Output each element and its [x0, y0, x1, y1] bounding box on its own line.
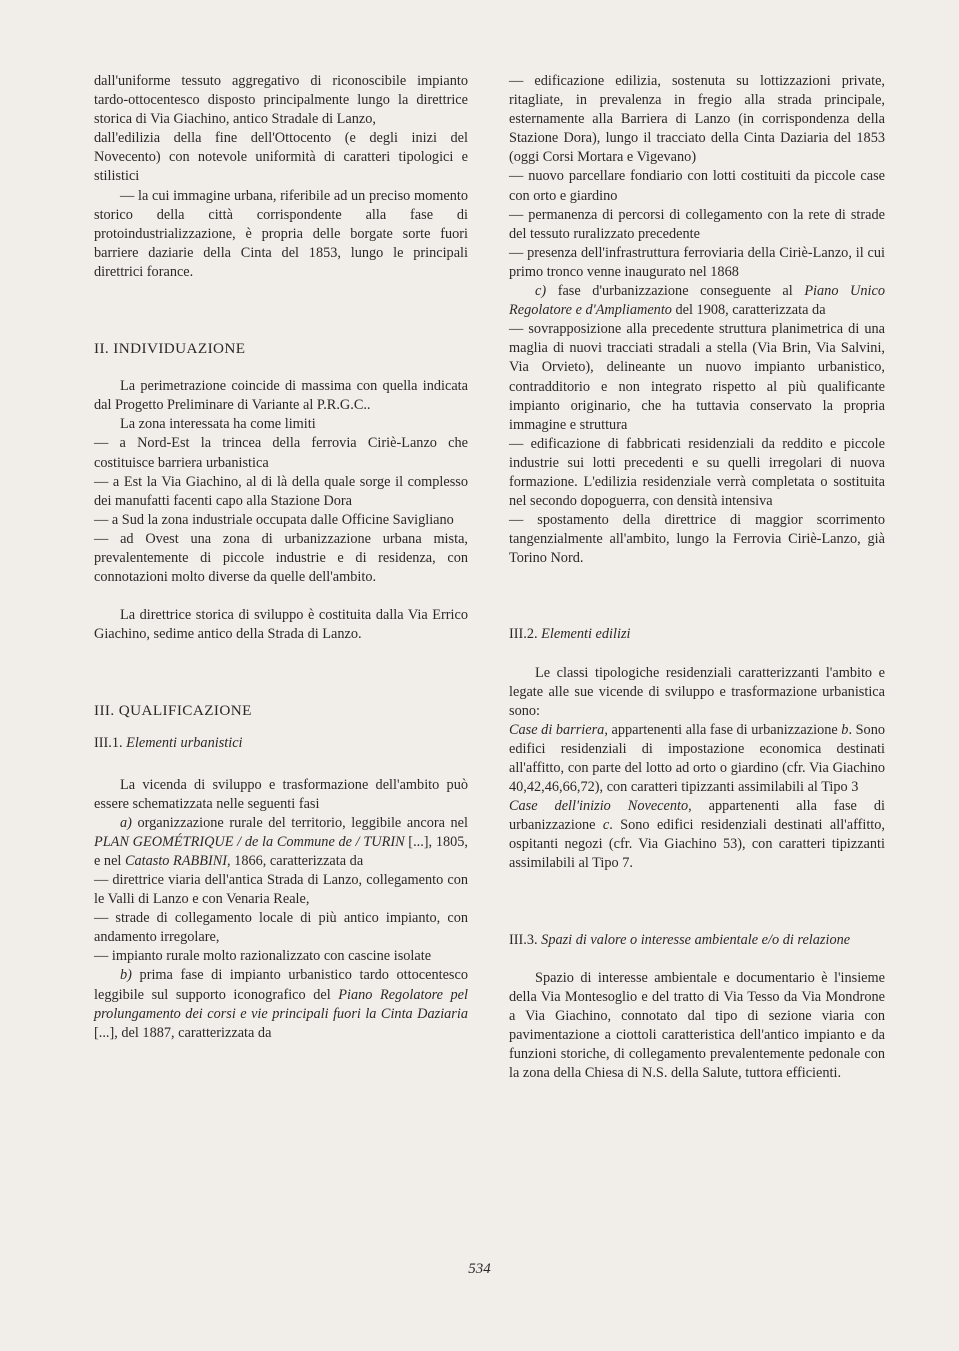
- text-run: . Sono edifici residenziali di impostazione economica destinati all'affitto, con parte del lotto ad orto o giardino (cfr. Via Giachino 40,42,46,66,72), con caratteri tipizzanti assimilabili al Tipo 3: [509, 721, 885, 796]
- page-number: 534: [468, 1261, 491, 1277]
- phase-letter: a): [120, 814, 132, 831]
- list-item: — strade di collegamento locale di più antico impianto, con andamento irregolare,: [94, 910, 468, 946]
- paragraph-phase-a: [94, 814, 468, 871]
- plan-geometrique-title: PLAN GEOMÉTRIQUE / de la Commune de / TURIN: [94, 833, 405, 850]
- paragraph: Spazio di interesse ambientale e documentario è l'insieme della Via Montesoglio e del tratto di Via Tesso da Via Mondrone a Via Giachino, connotato dal tipo di sezione viaria con pavimentazione a ciottoli caratteristica dell'antico impianto e da funzioni storiche, di collegamento prevalentemente pedonale con la zona della Chiesa di N.S. della Salute, tuttora efficienti.: [509, 969, 885, 1082]
- paragraph: La zona interessata ha come limiti: [120, 416, 316, 433]
- subsection-heading-urbanistici: [94, 734, 468, 753]
- list-item: — presenza dell'infrastruttura ferroviaria della Ciriè-Lanzo, il cui primo tronco venne inaugurato nel 1868: [509, 244, 885, 280]
- left-column: [94, 72, 468, 1043]
- subsection-heading-edilizi: [509, 625, 885, 644]
- phase-letter: b): [120, 967, 132, 984]
- text-run: [...], del 1887, caratterizzata da: [94, 1024, 272, 1041]
- text-run: , 1866, caratterizzata da: [227, 852, 364, 869]
- paragraph: La direttrice storica di sviluppo è costituita dalla Via Errico Giachino, sedime antico della Strada di Lanzo.: [94, 607, 468, 643]
- piano-regolatore-title: Piano Regolatore pel prolungamento dei corsi e vie principali fuori la Cinta Daziaria: [94, 986, 468, 1022]
- text-run: . Sono edifici residenziali destinati all'affitto, ospitanti negozi (cfr. Via Giachino 53), con caratteri tipizzanti assimilabili al Tipo 7.: [509, 817, 885, 872]
- text-run: [...], 1805, e nel: [94, 833, 468, 869]
- list-item: — nuovo parcellare fondiario con lotti costituiti da piccole case con orto e giardino: [509, 168, 885, 204]
- paragraph-phase-b: [94, 966, 468, 1042]
- text-run: organizzazione rurale del territorio, leggibile ancora nel: [131, 814, 468, 831]
- paragraph: — la cui immagine urbana, riferibile ad un preciso momento storico della città corrispondente alla fase di protoindustrializzazione, è propria delle borgate sorte fuori barriere daziarie della Cinta del 1853, lungo le principali direttrici forance.: [94, 187, 468, 280]
- text-run: prima fase di impianto urbanistico tardo ottocentesco leggibile sul supporto iconografico del: [94, 967, 468, 1003]
- list-item: — a Nord-Est la trincea della ferrovia Ciriè-Lanzo che costituisce barriera urbanistica: [94, 435, 468, 471]
- list-item: — a Sud la zona industriale occupata dalle Officine Savigliano: [94, 511, 454, 528]
- list-item: — a Est la Via Giachino, al di là della quale sorge il complesso dei manufatti facenti capo alla Stazione Dora: [94, 473, 468, 509]
- list-item: — permanenza di percorsi di collegamento con la rete di strade del tessuto ruralizzato precedente: [509, 206, 885, 242]
- subsection-title: Elementi urbanistici: [126, 735, 243, 752]
- section-heading-individuazione: II. INDIVIDUAZIONE: [94, 340, 246, 358]
- list-item: — ad Ovest una zona di urbanizzazione urbana mista, prevalentemente di piccole industrie e di residenza, con connotazioni molto diverse da quelle dell'ambito.: [94, 530, 468, 586]
- right-column: [509, 72, 885, 1083]
- paragraph: dall'uniforme tessuto aggregativo di riconoscibile impianto tardo-ottocentesco disposto principalmente lungo la direttrice storica di Via Giachino, antico Stradale di Lanzo,: [94, 73, 468, 128]
- text-run: , appartenenti alla fase di urbanizzazione: [509, 798, 885, 834]
- paragraph: dall'edilizia della fine dell'Ottocento (e degli inizi del Novecento) con notevole uniformità di caratteri tipologici e stilistici: [94, 130, 468, 185]
- text-run: del 1908, caratterizzata da: [671, 302, 826, 319]
- paragraph-phase-c: [509, 282, 885, 320]
- phase-letter: c): [535, 283, 547, 300]
- list-item: — impianto rurale molto razionalizzato con cascine isolate: [94, 948, 432, 965]
- subsection-number: III.3.: [509, 931, 538, 948]
- list-item: — spostamento della direttrice di maggior scorrimento tangenzialmente all'ambito, lungo la Ferrovia Ciriè-Lanzo, già Torino Nord.: [509, 512, 885, 567]
- paragraph: Le classi tipologiche residenziali caratterizzanti l'ambito e legate alle sue vicende di sviluppo e trasformazione urbanistica sono:: [509, 664, 885, 719]
- subsection-heading-spazi: [509, 931, 885, 950]
- paragraph-case-novecento: [509, 797, 885, 873]
- typology-name: Case di barriera: [509, 721, 605, 738]
- section-heading-qualificazione: III. QUALIFICAZIONE: [94, 702, 252, 720]
- phase-letter: c: [602, 817, 610, 834]
- list-item: — sovrapposizione alla precedente struttura planimetrica di una maglia di nuovi tracciati stradali a stella (Via Brin, Via Salvini, Via Orvieto), delineante un nuovo impianto urbanistico, contradditorio e non integrato rispetto al più qualificante impianto originario, che ha tuttavia conservato la propria immagine e struttura: [509, 321, 885, 433]
- typology-name: Case dell'inizio Novecento: [509, 798, 689, 815]
- paragraph: La vicenda di sviluppo e trasformazione dell'ambito può essere schematizzata nelle seguenti fasi: [94, 776, 468, 812]
- list-item: — edificazione di fabbricati residenziali da reddito e piccole industrie sui lotti precedenti e su quelli irregolari di nuova formazione. L'edilizia residenziale verrà completata o sostituita nel secondo dopoguerra, con densità intensiva: [509, 435, 885, 510]
- text-run: fase d'urbanizzazione conseguente al: [546, 283, 805, 300]
- piano-unico-title: Piano Unico Regolatore e d'Ampliamento: [509, 283, 885, 319]
- paragraph: La perimetrazione coincide di massima con quella indicata dal Progetto Preliminare di Variante al P.R.G.C..: [94, 378, 468, 414]
- text-run: , appartenenti alla fase di urbanizzazione: [604, 721, 842, 738]
- subsection-number: III.2.: [509, 626, 538, 643]
- paragraph-case-barriera: [509, 721, 885, 797]
- list-item: — direttrice viaria dell'antica Strada di Lanzo, collegamento con le Valli di Lanzo e con Venaria Reale,: [94, 872, 468, 908]
- catasto-rabbini-title: Catasto RABBINI: [124, 852, 228, 869]
- subsection-title: Spazi di valore o interesse ambientale e/o di relazione: [541, 931, 851, 948]
- subsection-title: Elementi edilizi: [541, 626, 631, 643]
- phase-letter: b: [841, 721, 849, 738]
- subsection-number: III.1.: [94, 735, 123, 752]
- list-item: — edificazione edilizia, sostenuta su lottizzazioni private, ritagliate, in prevalenza in fregio alla strada principale, esternamente alla Barriera di Lanzo (in corrispondenza della Stazione Dora), lungo il tracciato della Cinta Daziaria del 1853 (oggi Corsi Mortara e Vigevano): [509, 73, 885, 166]
